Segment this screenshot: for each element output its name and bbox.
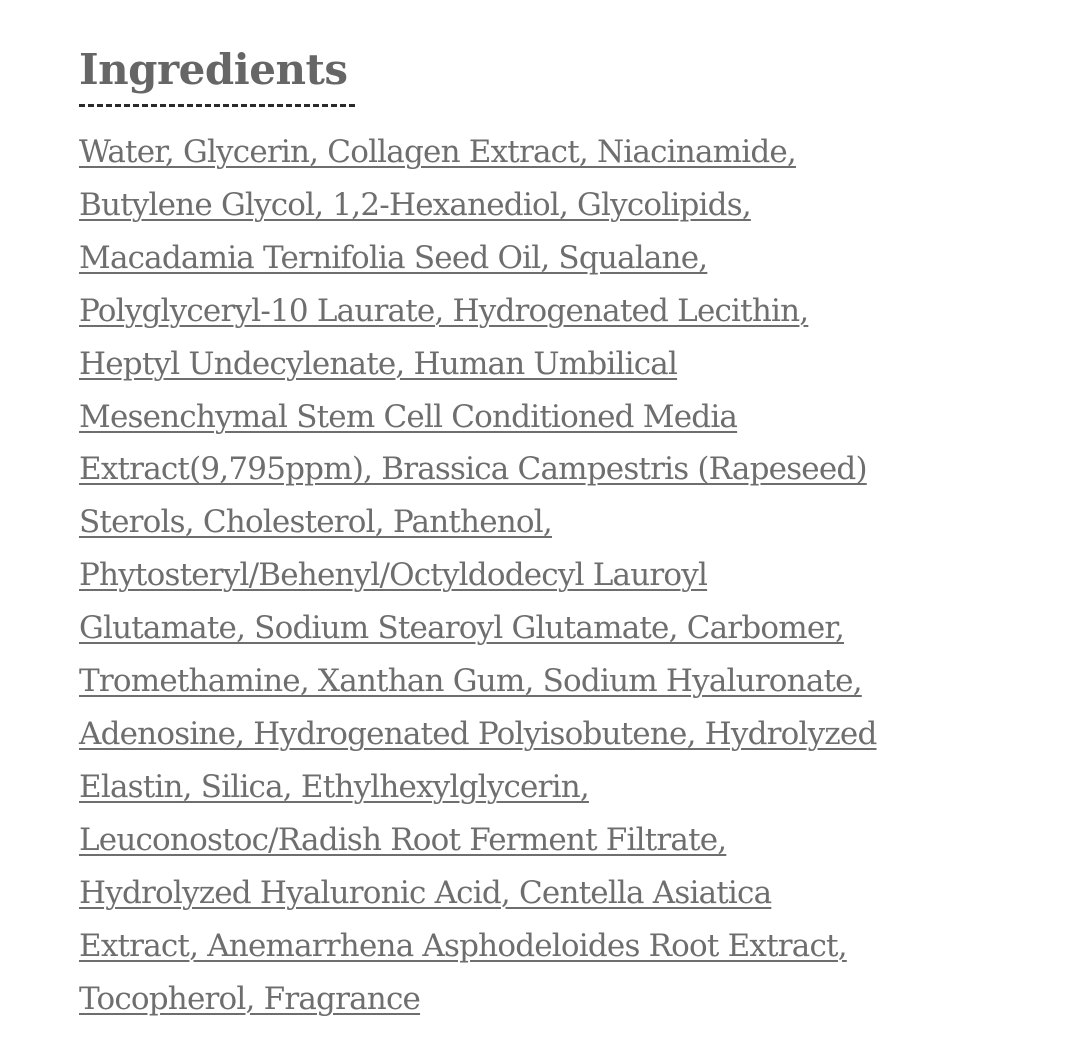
ingredient-line: Water, Glycerin, Collagen Extract, Niacinamide, — [79, 134, 796, 170]
ingredient-line: Hydrolyzed Hyaluronic Acid, Centella Asiatica — [79, 874, 772, 911]
ingredient-line: Tocopherol, Fragrance — [79, 980, 421, 1017]
ingredients-list — [79, 126, 1080, 1025]
ingredient-line: Leuconostoc/Radish Root Ferment Filtrate, — [79, 821, 727, 858]
ingredient-line: Polyglyceryl-10 Laurate, Hydrogenated Lecithin, — [79, 292, 809, 329]
ingredient-line: Butylene Glycol, 1,2-Hexanediol, Glycolipids, — [79, 186, 751, 223]
ingredient-line: Elastin, Silica, Ethylhexylglycerin, — [79, 768, 589, 805]
ingredient-line: Mesenchymal Stem Cell Conditioned Media — [79, 398, 738, 435]
ingredient-line: Extract(9,795ppm), Brassica Campestris (Rapeseed) — [79, 451, 867, 488]
ingredient-line: Glutamate, Sodium Stearoyl Glutamate, Carbomer, — [79, 610, 845, 647]
ingredient-line: Adenosine, Hydrogenated Polyisobutene, Hydrolyzed — [79, 715, 877, 752]
ingredient-line: Extract, Anemarrhena Asphodeloides Root Extract, — [79, 927, 847, 964]
heading-dashed-rule — [79, 104, 355, 107]
ingredients-heading: Ingredients — [79, 45, 348, 94]
ingredient-line: Tromethamine, Xanthan Gum, Sodium Hyaluronate, — [79, 663, 862, 700]
ingredient-line: Macadamia Ternifolia Seed Oil, Squalane, — [79, 239, 708, 276]
ingredient-line: Sterols, Cholesterol, Panthenol, — [79, 504, 552, 541]
ingredient-line: Phytosteryl/Behenyl/Octyldodecyl Lauroyl — [79, 557, 708, 594]
ingredient-line: Heptyl Undecylenate, Human Umbilical — [79, 345, 678, 382]
